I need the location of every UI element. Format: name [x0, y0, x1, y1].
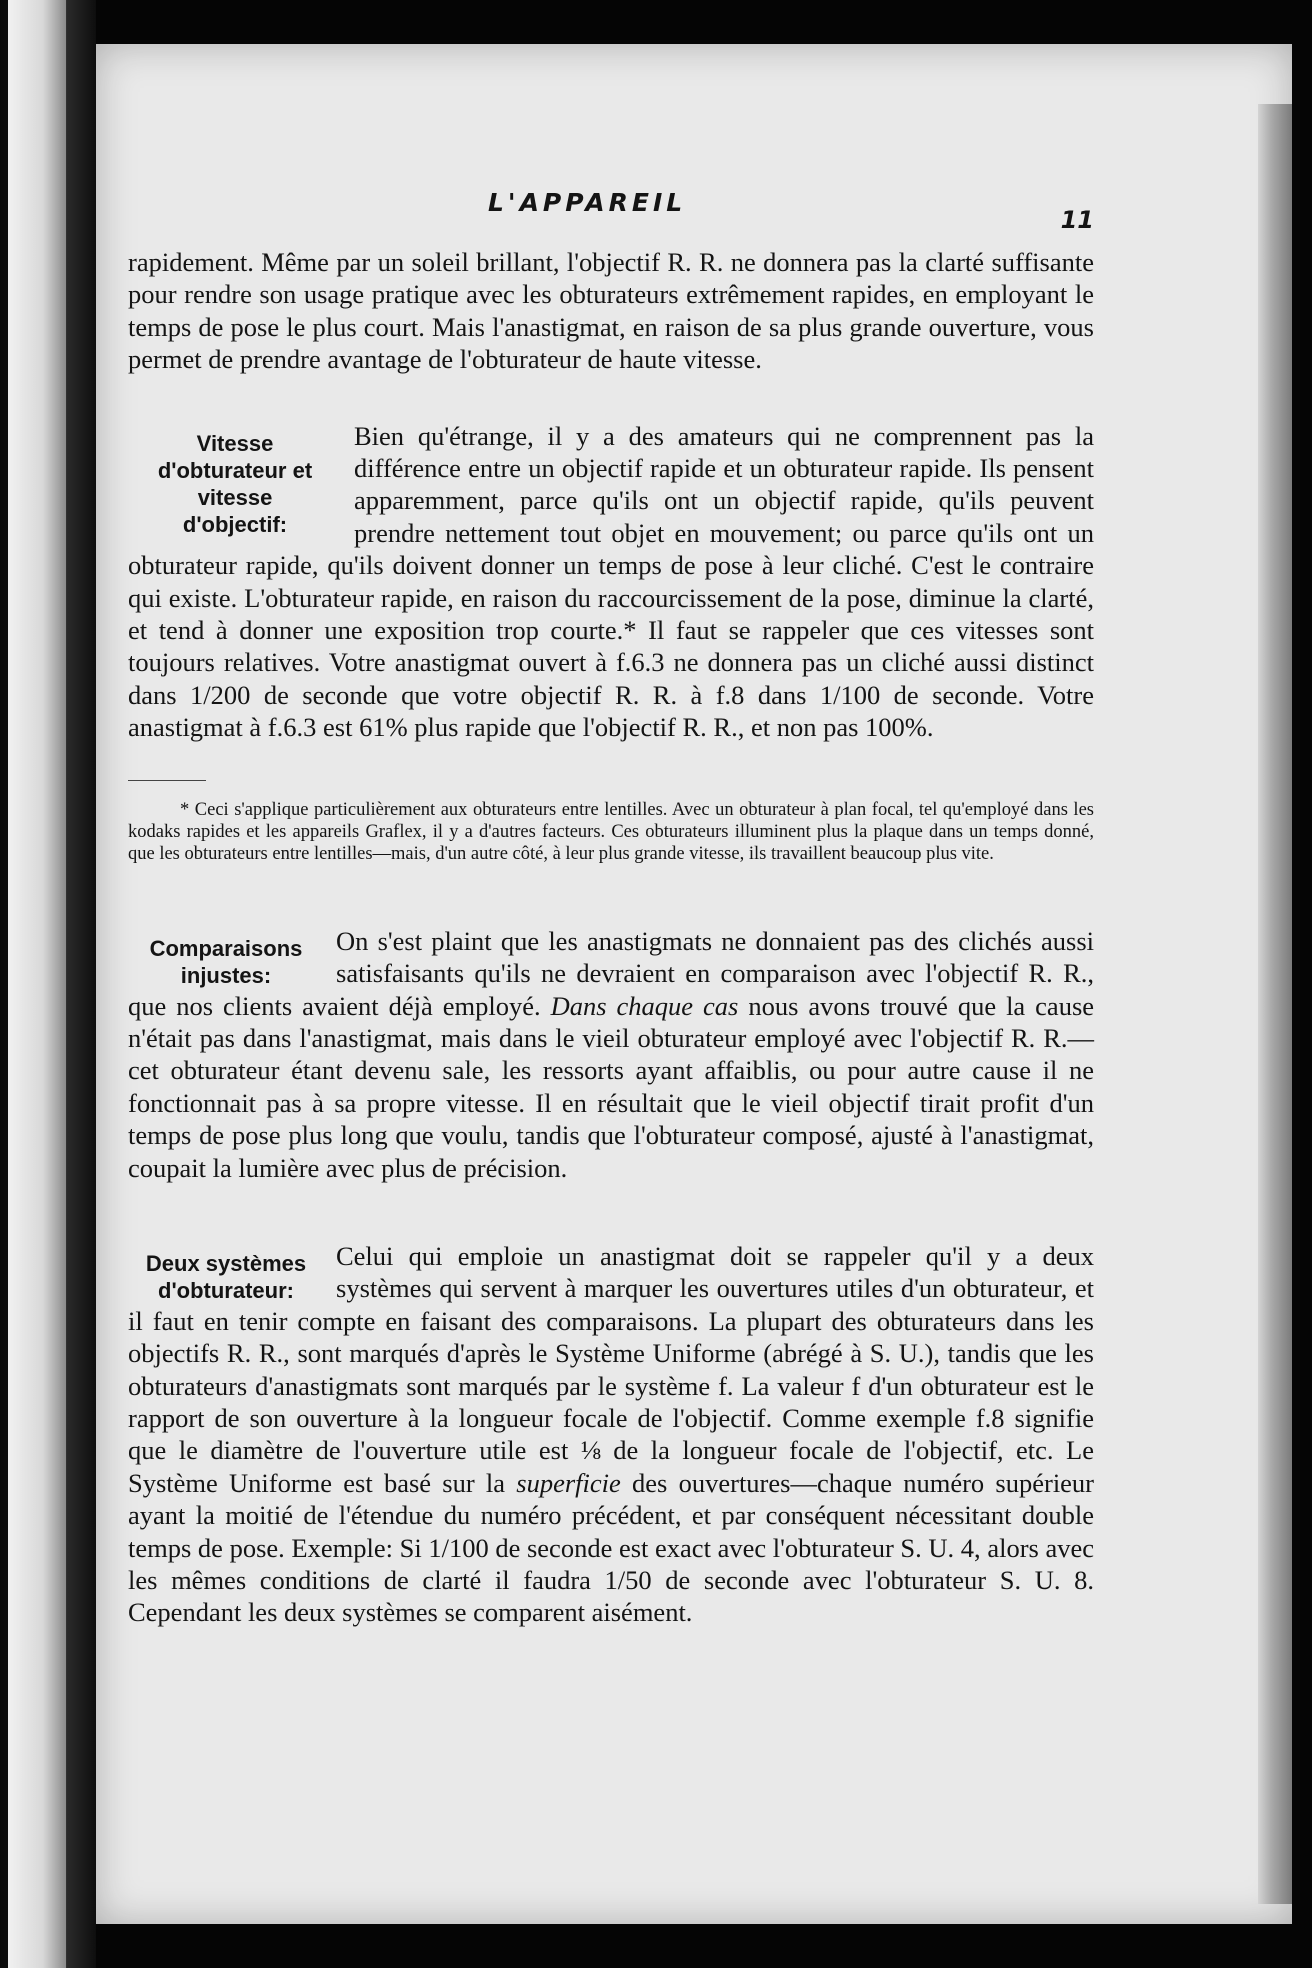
spine-highlight [8, 0, 66, 1968]
footnote-text: * Ceci s'applique particulièrement aux obturateurs entre lentilles. Avec un obturateur à plan focal, tel qu'employé dans les kodaks rapides et les appareils Graflex, il y a d'autres facteurs. Ces obturateurs illuminent plus la plaque dans un temps donné, que les obturateurs entre lentilles—mais, d'un autre côté, à leur plus grande vitesse, ils travaillent beaucoup plus vite. [128, 799, 1094, 864]
opening-paragraph: rapidement. Même par un soleil brillant, l'objectif R. R. ne donnera pas la clarté suffisante pour rendre son usage pratique avec les obturateurs extrêmement rapides, en employant le temps de pose le plus court. Mais l'anastigmat, en raison de sa plus grande ouverture, vous permet de prendre avantage de l'obturateur de haute vitesse. [128, 247, 1094, 375]
section-heading [128, 1250, 324, 1304]
text-run: On s'est plaint que les anastigmats ne donnaient pas des clichés aussi satisfaisants qu'ils ne devraient en comparaison avec l'objectif R. R., que nos clients avaient déjà employé. [128, 925, 1094, 1021]
book-spine-left [0, 0, 96, 1968]
text-run: Celui qui emploie un anastigmat doit se rappeler qu'il y a deux systèmes qui servent à marquer les ouvertures utiles d'un obturateur, et il faut en tenir compte en faisant des comparaisons. La plupart des obturateurs dans les objectifs R. R., sont marqués d'après le Système Uniforme (abrégé à S. U.), tandis que les obturateurs d'anastigmats sont marqués par le système f. La valeur f d'un obturateur est le rapport de son ouverture à la longueur focale de l'objectif. Comme exemple f.8 signifie que le diamètre de l'ouverture utile est ⅛ de la longueur focale de l'objectif, etc. Le Système Uniforme est basé sur la [128, 1240, 1094, 1498]
text-run: nous avons trouvé que la cause n'était pas dans l'anastigmat, mais dans le vieil obturateur employé avec l'objectif R. R.—cet obturateur étant devenu sale, les ressorts ayant affaiblis, ou pour autre cause il ne fonctionnait pas à sa propre vitesse. Il en résultait que le vieil objectif tirait profit d'un temps de pose plus long que voulu, tandis que l'obturateur composé, ajusté à l'anastigmat, coupait la lumière avec plus de précision. [128, 990, 1095, 1183]
heading-line: Deux systèmes [145, 1250, 307, 1276]
text-run: des ouvertures—chaque numéro supérieur ayant la moitié de l'étendue du numéro précédent, et par conséquent nécessitant double temps de pose. Exemple: Si 1/100 de seconde est exact avec l'obturateur S. U. 4, alors avec les mêmes conditions de clarté il faudra 1/50 de seconde avec l'obturateur S. U. 8. Cependant les deux systèmes se comparent aisément. [128, 1467, 1095, 1628]
heading-line: injustes: [180, 962, 272, 988]
section-deux-systemes [128, 1240, 1094, 1629]
section-heading [128, 935, 324, 989]
running-head: L'APPAREIL [488, 188, 687, 217]
heading-line: Vitesse [196, 430, 274, 456]
heading-line: d'obturateur: [158, 1277, 294, 1303]
section-vitesse [128, 420, 1094, 744]
page-edge-right [1258, 104, 1292, 1904]
heading-line: d'objectif: [182, 511, 288, 537]
heading-line: Comparaisons [149, 935, 303, 961]
book-page [96, 44, 1292, 1924]
section-comparaisons [128, 925, 1094, 1184]
section-text: Bien qu'étrange, il y a des amateurs qui ne comprennent pas la différence entre un objectif rapide et un obturateur rapide. Ils pensent apparemment, parce qu'ils ont un objectif rapide, qu'ils peuvent prendre nettement tout objet en mouvement; ou parce qu'ils ont un obturateur rapide, qu'ils doivent donner un temps de pose à leur cliché. C'est le contraire qui existe. L'obturateur rapide, en raison du raccourcissement de la pose, diminue la clarté, et tend à donner une exposition trop courte.* Il faut se rappeler que ces vitesses sont toujours relatives. Votre anastigmat ouvert à f.6.3 ne donnera pas un cliché aussi distinct dans 1/200 de seconde que votre objectif R. R. à f.8 dans 1/100 de seconde. Votre anastigmat à f.6.3 est 61% plus rapide que l'objectif R. R., et non pas 100%. [128, 420, 1094, 743]
italic-run: Dans chaque cas [550, 990, 739, 1021]
footnote-rule [128, 780, 206, 781]
heading-line: vitesse [197, 484, 273, 510]
page-content [128, 148, 1094, 1629]
italic-run: superficie [516, 1467, 621, 1498]
page-number: 11 [1060, 206, 1094, 234]
page-header [128, 148, 1094, 234]
section-heading [128, 430, 342, 538]
footnote [128, 799, 1094, 865]
heading-line: d'obturateur et [157, 457, 313, 483]
